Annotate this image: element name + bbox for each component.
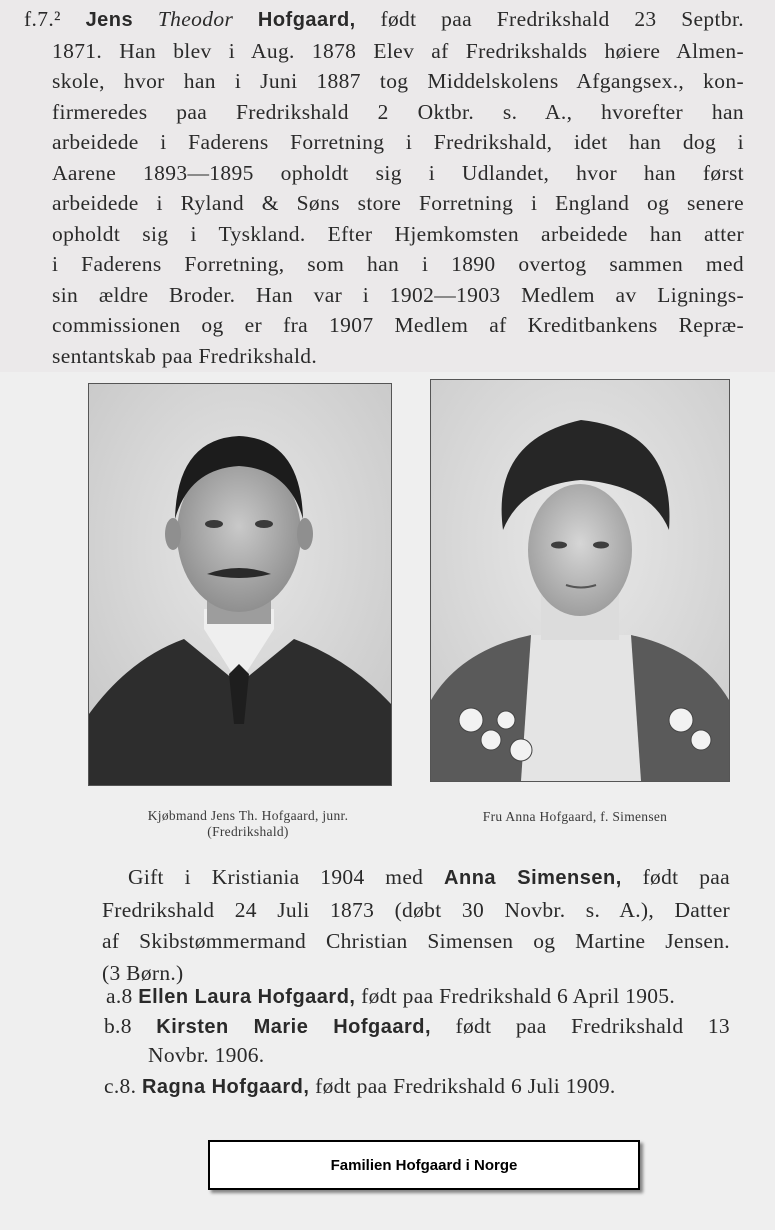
marriage-text: født paa [642,865,730,889]
marriage-line: (3 Børn.) [102,960,184,985]
name-first: Jens [85,9,134,31]
child-number: b.8 [104,1014,132,1038]
biography-line: skole, hvor han i Juni 1887 tog Middelskolens Afgangsex., kon- [52,69,744,93]
marriage-line: Fredrikshald 24 Juli 1873 (døbt 30 Novbr. s. A.), Datter [102,897,730,922]
child-text: født paa Fredrikshald 6 April 1905. [361,984,676,1008]
marriage-text: Gift i Kristiania 1904 med [128,865,424,889]
child-entry [104,1074,724,1099]
spouse-name: Anna Simensen, [444,867,622,889]
biography-line [24,4,744,36]
biography-line: sentantskab paa Fredrikshald. [52,343,318,368]
portrait-woman-caption: Fru Anna Hofgaard, f. Simensen [482,809,668,824]
name-last: Hofgaard, [257,9,356,31]
biography-line: 1871. Han blev i Aug. 1878 Elev af Fredrikshalds høiere Almen- [52,38,744,63]
marriage-line: af Skibstømmermand Christian Simensen og Martine Jensen. [102,929,730,953]
child-number: c.8. [104,1074,137,1098]
marriage-paragraph [102,862,730,989]
caption-line: Kjøbmand Jens Th. Hofgaard, junr. [147,808,349,823]
child-name: Ragna Hofgaard, [141,1076,310,1098]
biography-paragraph [24,4,744,371]
child-entry [104,1014,730,1068]
marriage-line [102,862,730,895]
biography-line: opholdt sig i Tyskland. Efter Hjemkomsten arbeidede han atter [52,221,744,246]
entry-number: f.7.² [24,7,61,31]
biography-text: født paa Fredrikshald 23 Septbr. [380,7,744,31]
portrait-man-caption [108,808,388,840]
name-middle: Theodor [157,7,234,31]
biography-line: Aarene 1893—1895 opholdt sig i Udlandet, hvor han først [52,160,744,185]
child-line [104,1014,730,1039]
biography-line: arbeidede i Ryland & Søns store Forretning i England og senere [52,191,744,215]
biography-line: arbeidede i Faderens Forretning i Fredrikshald, idet han dog i [52,130,744,154]
child-entry [106,984,728,1009]
child-number: a.8 [106,984,133,1008]
portrait-man-photo [88,383,392,786]
caption-line: (Fredrikshald) [207,824,289,839]
biography-line: sin ældre Broder. Han var i 1902—1903 Medlem av Lignings- [52,282,744,307]
family-title-banner: Familien Hofgaard i Norge [208,1140,640,1190]
child-text-continued: Novbr. 1906. [148,1043,265,1067]
child-name: Ellen Laura Hofgaard, [138,986,356,1008]
biography-line: commissionen og er fra 1907 Medlem af Kreditbankens Repræ- [52,313,744,337]
biography-line: i Faderens Forretning, som han i 1890 overtog sammen med [52,252,744,276]
child-text: født paa Fredrikshald 13 [455,1014,730,1038]
child-name: Kirsten Marie Hofgaard, [156,1016,432,1038]
biography-line: firmeredes paa Fredrikshald 2 Oktbr. s. A., hvorefter han [52,99,744,124]
child-text: født paa Fredrikshald 6 Juli 1909. [315,1074,616,1098]
portrait-woman-photo [430,379,730,782]
